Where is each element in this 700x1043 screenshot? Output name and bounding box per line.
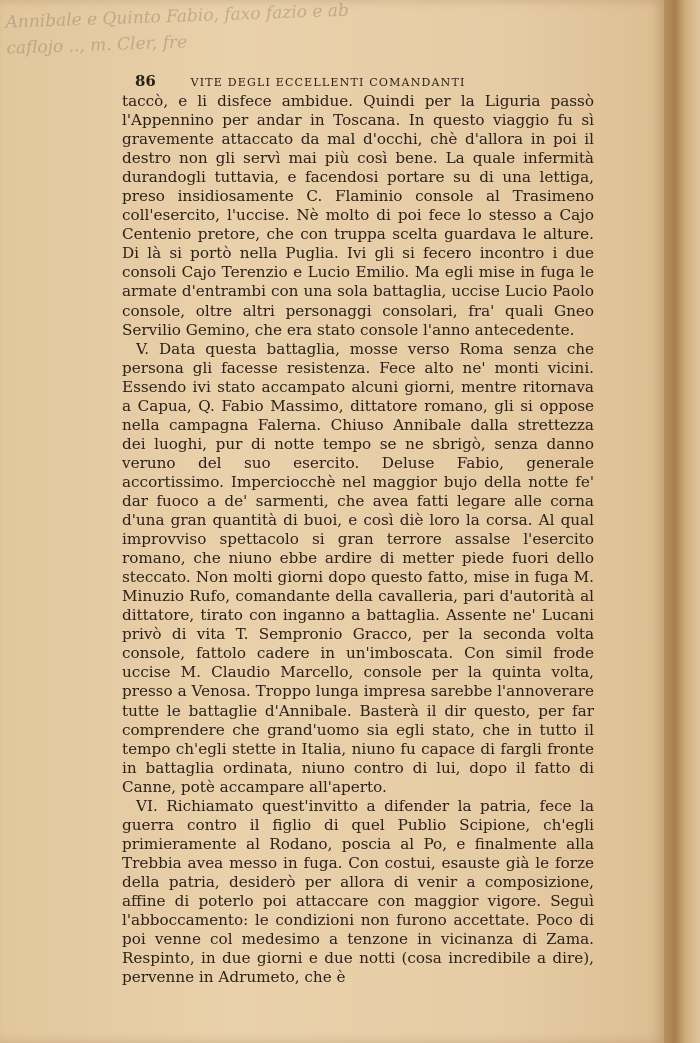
running-header bbox=[135, 72, 605, 92]
book-spine bbox=[664, 0, 700, 1043]
body-text bbox=[122, 92, 594, 987]
paragraph-section-v: V. Data questa battaglia, mosse verso Roma senza che persona gli facesse resistenza. Fece alto ne' monti vicini. Essendo ivi stato accampato alcuni giorni, mentre ritornava a Capua, Q. Fabio Massimo, dittatore romano, gli si oppose nella campagna Falerna. Chiuso Annibale dalla strettezza dei luoghi, pur di notte tempo se ne sbrigò, senza danno veruno del suo esercito. Deluse Fabio, generale accortissimo. Imperciocchè nel maggior bujo della notte fe' dar fuoco a de' sarmenti, che avea fatti legare alle corna d'una gran quantità di buoi, e così diè loro la corsa. Al qual improvviso spettacolo si gran terrore assalse l'esercito romano, che niuno ebbe ardire di metter piede fuori dello steccato. Non molti giorni dopo questo fatto, mise in fuga M. Minuzio Rufo, comandante della cavalleria, pari d'autorità al dittatore, tirato con inganno a battaglia. Assente ne' Lucani privò di vita T. Sempronio Gracco, per la seconda volta console, fattolo cadere in un'imboscata. Con simil frode uccise M. Claudio Marcello, console per la quinta volta, presso a Venosa. Troppo lunga impresa sarebbe l'annoverare tutte le battaglie d'Annibale. Basterà il dir questo, per far comprendere che grand'uomo sia egli stato, che in tutto il tempo ch'egli stette in Italia, niuno fu capace di fargli fronte in battaglia ordinata, niuno contro di lui, dopo il fatto di Canne, potè accampare all'aperto. bbox=[122, 339, 594, 796]
pencil-line-1: Annibale e Quinto Fabio, faxo fazio e ab bbox=[5, 0, 350, 33]
paragraph-continued: taccò, e li disfece ambidue. Quindi per la Liguria passò l'Appennino per andar in Toscana. In questo viaggio fu sì gravemente attaccato da mal d'occhi, chè d'allora in poi il destro non gli servì mai più così bene. La quale infermità durandogli tuttavia, e facendosi portare su di una lettiga, preso insidiosamente C. Flaminio console al Trasimeno coll'esercito, l'uccise. Nè molto di poi fece lo stesso a Cajo Centenio pretore, che con truppa scelta guardava le alture. Di là si portò nella Puglia. Ivi gli si fecero incontro i due consoli Cajo Terenzio e Lucio Emilio. Ma egli mise in fuga le armate d'entrambi con una sola battaglia, uccise Lucio Paolo console, oltre altri personaggi consolari, fra' quali Gneo Servilio Gemino, che era stato console l'anno antecedente. bbox=[122, 92, 594, 339]
running-title: VITE DEGLI ECCELLENTI COMANDANTI bbox=[190, 76, 466, 89]
paragraph-section-vi: VI. Richiamato quest'invitto a difender la patria, fece la guerra contro il figlio di quel Publio Scipione, ch'egli primieramente al Rodano, poscia al Po, e finalmente alla Trebbia avea messo in fuga. Con costui, esauste già le forze della patria, desiderò per allora di venir a composizione, affine di poterlo poi attaccare con maggior vigore. Seguì l'abboccamento: le condizioni non furono accettate. Poco di poi venne col medesimo a tenzone in vicinanza di Zama. Respinto, in due giorni e due notti (cosa incredibile a dire), pervenne in Adrumeto, che è bbox=[122, 796, 594, 987]
pencil-line-2: caflojo .., m. Cler, fre bbox=[6, 32, 188, 59]
page-number: 86 bbox=[135, 72, 156, 90]
